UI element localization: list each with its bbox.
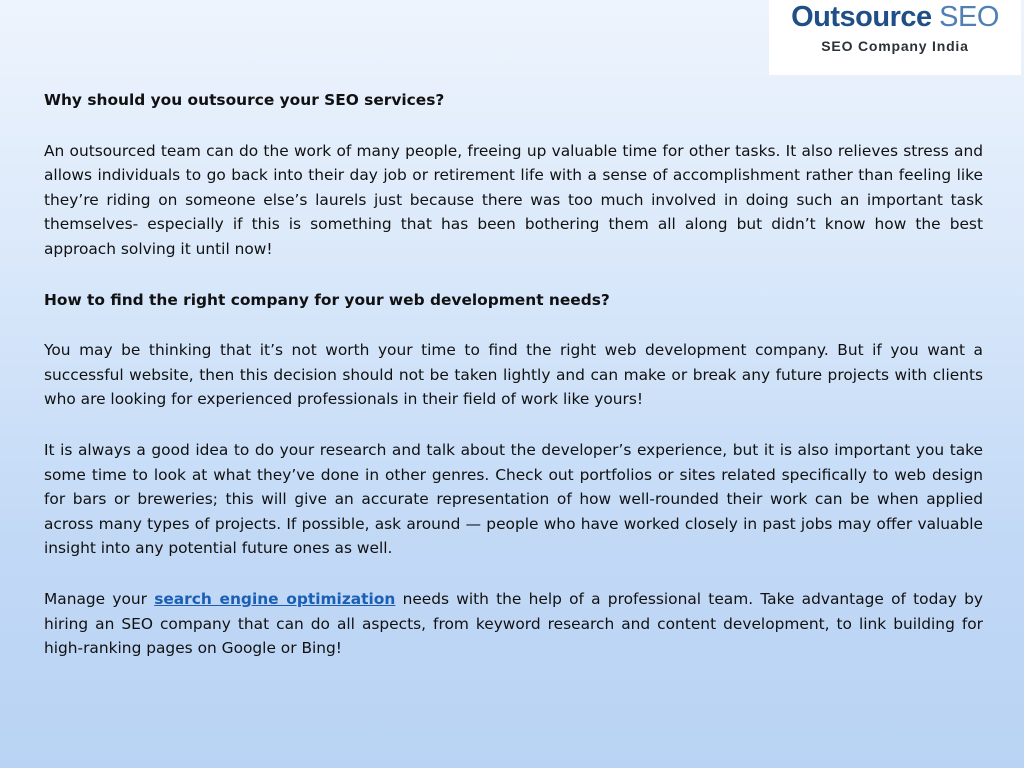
paragraph-manage-seo xyxy=(44,587,983,661)
seo-link[interactable]: search engine optimization xyxy=(154,589,396,608)
paragraph-do-your-research: It is always a good idea to do your research and talk about the developer’s experience, but it is also important you take some time to look at what they’ve done in other genres. Check out portfolios or sites related specifically to web design for bars or breweries; this will give an accurate representation of how well-rounded their work can be when applied across many types of projects. If possible, ask around — people who have worked closely in past jobs may offer valuable insight into any potential future ones as well. xyxy=(44,440,983,558)
logo-title-part2: SEO xyxy=(939,1,999,33)
logo-title xyxy=(769,2,1021,32)
paragraph-outsourced-team: An outsourced team can do the work of many people, freeing up valuable time for other tasks. It also relieves stress and allows individuals to go back into their day job or retirement life with a sense of accomplishment rather than feeling like they’re riding on someone else’s laurels just because there was too much involved in doing such an important task themselves- especially if this is something that has been bothering them all along but didn’t know how the best approach solving it until now! xyxy=(44,141,983,258)
heading-find-right-company: How to find the right company for your web development needs? xyxy=(44,290,610,309)
closing-text-before-link: Manage your xyxy=(44,589,155,608)
closing-text-after-link: needs with the help of a professional team. Take advantage of today by hiring an SEO company that can do all aspects, from keyword research and content development, to link building for high-ranking pages on Google or Bing! xyxy=(44,589,983,658)
logo-subtitle: SEO Company India xyxy=(821,38,969,54)
logo-title-part1: Outsource xyxy=(791,1,932,33)
paragraph-worth-your-time: You may be thinking that it’s not worth your time to find the right web development company. But if you want a successful website, then this decision should not be taken lightly and can make or break any future projects with clients who are looking for experienced professionals in their field of work like yours! xyxy=(44,341,983,409)
logo xyxy=(769,0,1021,75)
heading-why-outsource: Why should you outsource your SEO services? xyxy=(44,91,445,109)
article-body xyxy=(44,88,983,687)
